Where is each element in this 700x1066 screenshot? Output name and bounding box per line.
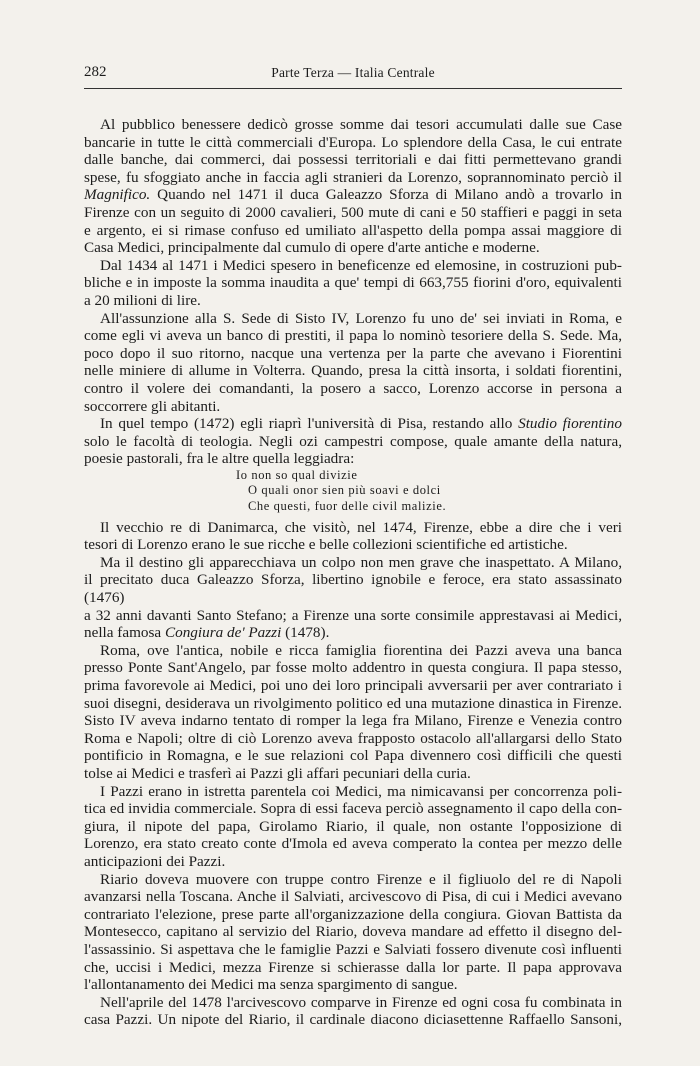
text-line: Ma il destino gli apparecchiava un colpo non men grave che inaspettato. A Milano, <box>100 553 622 571</box>
text-line: come egli vi aveva un banco di prestiti, il papa lo nominò tesoriere della S. Sede. Ma, <box>84 327 622 345</box>
paragraph <box>84 415 622 468</box>
text-line: contrariato l'elezione, prese parte all'organizzazione della congiura. Giovan Battista da <box>84 905 622 923</box>
paragraph <box>84 783 622 871</box>
text-line: Montesecco, capitano al servizio del Riario, doveva mandare ad effetto il disegno del- <box>84 923 622 941</box>
text-line: casa Pazzi. Un nipote del Riario, il cardinale diacono diciasettenne Raffaello Sansoni, <box>84 1011 622 1029</box>
paragraph <box>84 519 622 554</box>
text-line: Nell'aprile del 1478 l'arcivescovo comparve in Firenze ed ogni cosa fu combinata in <box>100 993 622 1011</box>
text-line: il precitato duca Galeazzo Sforza, libertino ignobile e feroce, era stato assassinato (1476) <box>84 571 622 607</box>
text-fragment: (1478). <box>281 624 330 642</box>
running-header <box>84 62 622 84</box>
text-line: Riario doveva muovere con truppe contro Firenze e il figliuolo del re di Napoli <box>100 870 622 888</box>
text-line: Al pubblico benessere dedicò grosse somme dai tesori accumulati dalle sue Case <box>100 116 622 133</box>
text-line: dalle banche, dai commerci, dai possessi territoriali e dai fitti permettevano grandi <box>84 151 622 169</box>
text-line: nelle miniere di allume in Volterra. Quando, presa la città insorta, i soldati fiorentini, <box>84 362 622 380</box>
paragraph <box>84 871 622 994</box>
text-line: l'allontanamento dei Medici ma senza spargimento di sangue. <box>84 976 458 994</box>
text-line: solo le facoltà di teologia. Negli ozi campestri compose, quale amante della natura, <box>84 432 622 450</box>
text-line: Il vecchio re di Danimarca, che visitò, nel 1474, Firenze, ebbe a dire che i veri <box>100 518 622 536</box>
text-line: Roma e Napoli; oltre di ciò Lorenzo aveva frapposto ostacolo all'allargarsi dello Stato <box>84 729 622 747</box>
text-line: Dal 1434 al 1471 i Medici spesero in beneficenze ed elemosine, in costruzioni pub- <box>100 256 622 274</box>
paragraph <box>84 310 622 416</box>
text-line: che, uccisi i Medici, mezza Firenze si schierasse dalla lor parte. Il papa approvava <box>84 958 622 976</box>
paragraph <box>84 994 622 1029</box>
text-line: pontificio in Romagna, e le sue relazioni col Papa divennero così difficili che questi <box>84 747 622 765</box>
text-line: a 32 anni davanti Santo Stefano; a Firenze una sorte consimile apprestavasi ai Medici, <box>84 606 622 624</box>
poem-verse: O quali onor sien più soavi e dolci <box>248 483 441 498</box>
text-line: soccorrere gli abitanti. <box>84 397 221 415</box>
page-number: 282 <box>84 64 107 80</box>
text-fragment: nella famosa <box>84 624 165 642</box>
text-line: e argento, ei si rimase confuso ed umiliato all'aspetto della pompa assai maggiore di <box>84 221 622 239</box>
text-line <box>84 186 622 204</box>
text-line: a 20 milioni di lire. <box>84 291 201 309</box>
text-line: giura, il nipote del papa, Girolamo Riario, il quale, non ostante l'opposizione di <box>84 817 622 835</box>
text-line: bliche e in imposte la somma inaudita a que' tempi di 663,755 fiorini d'oro, equivalenti <box>84 274 622 292</box>
text-fragment: Quando nel 1471 il duca Galeazzo Sforza di Milano andò a trovarlo in <box>150 186 622 204</box>
text-line: avanzarsi nella Toscana. Anche il Salviati, arcivescovo di Pisa, di cui i Medici avevano <box>84 888 622 906</box>
italic-term: Magnifico. <box>84 186 151 204</box>
text-line: suoi disegni, desiderava un rivolgimento politico ed una mutazione dinastica in Firenze. <box>84 694 622 712</box>
header-rule <box>84 88 622 89</box>
paragraph <box>84 554 622 642</box>
text-line: contro il volere dei comandanti, la posero a sacco, Lorenzo accorse in persona a <box>84 379 622 397</box>
text-line: bancarie in tutte le città commerciali d'Europa. Lo splendore della Casa, le cui entrate <box>84 133 622 151</box>
text-line: I Pazzi erano in istretta parentela coi Medici, ma nimicavansi per concorrenza poli- <box>100 782 622 800</box>
text-line: prima favorevole ai Medici, poi uno dei loro principali avversarii per aver contrariato i <box>84 677 622 694</box>
paragraph <box>84 642 622 783</box>
text-line: anticipazioni dei Pazzi. <box>84 852 226 870</box>
text-line: Sisto IV aveva indarno tentato di romper la lega fra Milano, Firenze e Venezia contro <box>84 712 622 730</box>
text-line: tesori di Lorenzo erano le sue ricche e belle collezioni scientifiche ed artistiche. <box>84 536 568 554</box>
text-line: spese, fu sfoggiato anche in faccia agli stranieri da Lorenzo, soprannominato perciò il <box>84 168 622 186</box>
text-line: poesie pastorali, fra le altre quella leggiadra: <box>84 450 355 468</box>
paragraph <box>84 116 622 257</box>
text-line: Roma, ove l'antica, nobile e ricca famiglia fiorentina dei Pazzi aveva una banca <box>100 641 622 659</box>
italic-term: Studio fiorentino <box>518 415 622 433</box>
poem-verse: Io non so qual divizie <box>236 467 358 482</box>
text-line: presso Ponte Sant'Angelo, par fosse molto addentro in questa congiura. Il papa stesso, <box>84 659 622 677</box>
text-line: tica ed invidia commerciale. Sopra di essi faceva perciò assegnamento il capo della con- <box>84 800 622 818</box>
text-line: l'assassinio. Si aspettava che le famiglie Pazzi e Salviati fossero divenute così influenti <box>84 940 622 958</box>
body-text <box>84 116 622 1029</box>
text-line: All'assunzione alla S. Sede di Sisto IV, Lorenzo fu uno de' sei inviati in Roma, e <box>100 309 622 327</box>
text-line: Firenze con un seguito di 2000 cavalieri, 500 mute di cani e 50 staffieri e paggi in seta <box>84 203 622 221</box>
italic-term: Congiura de' Pazzi <box>164 624 282 642</box>
text-line: tolse ai Medici e trasferì ai Pazzi gli affari pecuniari della curia. <box>84 764 471 782</box>
text-line: Lorenzo, era stato creato conte d'Imola ed aveva comperato la contea per mezzo delle <box>84 835 622 853</box>
poem-verse: Che questi, fuor delle civil malizie. <box>248 499 447 514</box>
poem-quote <box>84 468 622 515</box>
text-line: poco dopo il suo ritorno, nacque una vertenza per la parte che avevano i Fiorentini <box>84 344 622 362</box>
text-line <box>84 415 622 433</box>
paragraph <box>84 257 622 310</box>
running-title: Parte Terza — Italia Centrale <box>271 65 435 80</box>
text-line <box>84 624 622 642</box>
text-fragment: In quel tempo (1472) egli riaprì l'università di Pisa, restando allo <box>100 415 519 433</box>
text-line: Casa Medici, principalmente dal cumulo di opere d'arte antiche e moderne. <box>84 239 540 257</box>
